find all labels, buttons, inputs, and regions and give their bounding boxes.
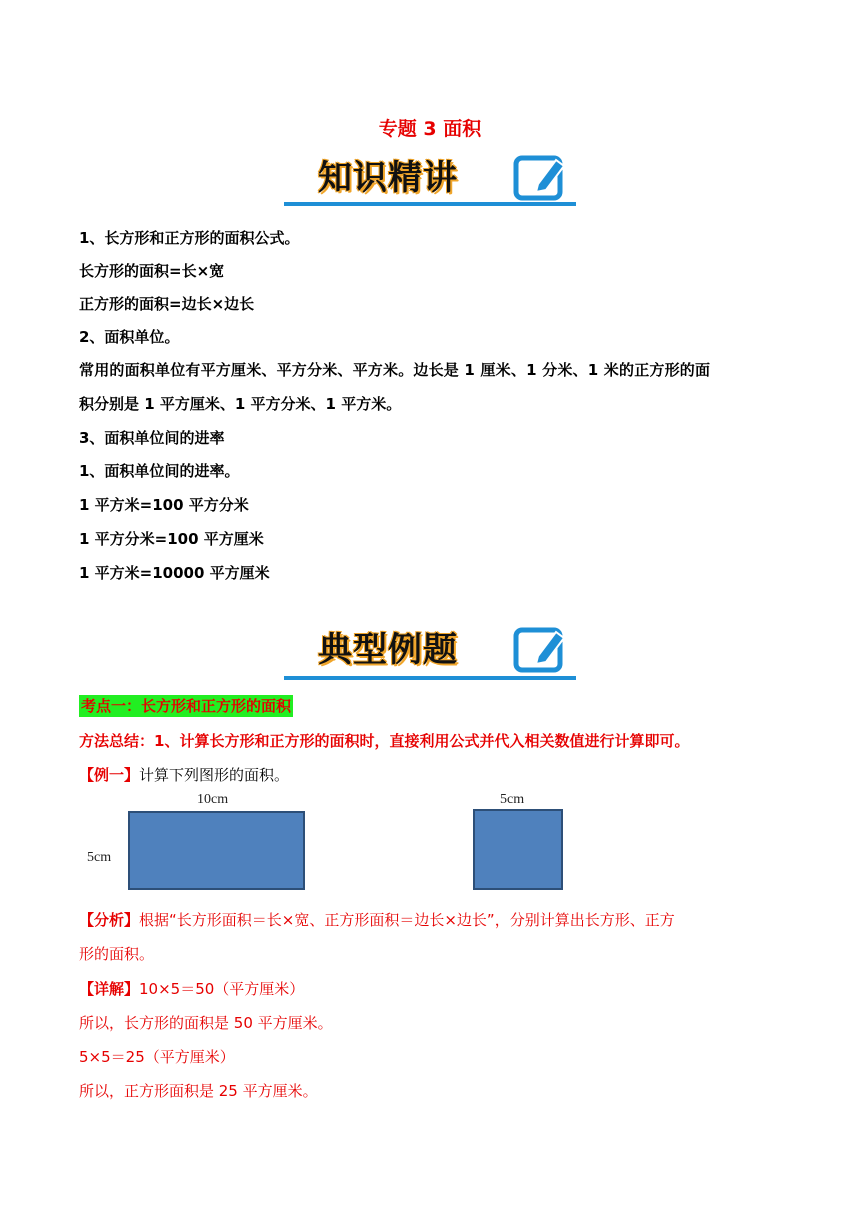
page-title: 专题 3 面积 xyxy=(378,118,482,140)
text-line: 1 平方米=100 平方分米 xyxy=(79,496,249,514)
text-line: 2、面积单位。 xyxy=(79,328,180,346)
text-line: 1、长方形和正方形的面积公式。 xyxy=(79,229,300,247)
kaodian-heading: 考点一：长方形和正方形的面积 xyxy=(81,697,292,715)
analysis-line xyxy=(79,910,675,930)
solution-line-4: 所以，正方形面积是 25 平方厘米。 xyxy=(79,1082,318,1100)
solution-tag: 【详解】 xyxy=(79,980,140,998)
example-text: 计算下列图形的面积。 xyxy=(139,766,290,784)
rectangle-shape xyxy=(128,811,305,890)
text-line: 1 平方米=10000 平方厘米 xyxy=(79,564,270,582)
rect-width-label: 10cm xyxy=(197,792,229,807)
text-line: 积分别是 1 平方厘米、1 平方分米、1 平方米。 xyxy=(79,395,402,413)
text-line: 1、面积单位间的进率。 xyxy=(79,462,240,480)
section-banner-examples xyxy=(280,620,580,684)
example-line xyxy=(79,765,289,785)
banner-title: 知识精讲 xyxy=(318,158,458,198)
analysis-text: 根据“长方形面积＝长×宽、正方形面积＝边长×边长”，分别计算出长方形、正方 xyxy=(139,911,675,929)
solution-line xyxy=(79,979,304,999)
method-summary: 方法总结：1、计算长方形和正方形的面积时，直接利用公式并代入相关数值进行计算即可。 xyxy=(79,732,690,750)
section-banner-knowledge xyxy=(280,148,580,212)
text-line: 常用的面积单位有平方厘米、平方分米、平方米。边长是 1 厘米、1 分米、1 米的正方形的面 xyxy=(79,361,711,379)
square-shape xyxy=(473,809,563,890)
solution-line-2: 所以，长方形的面积是 50 平方厘米。 xyxy=(79,1014,333,1032)
solution-line-3: 5×5＝25（平方厘米） xyxy=(79,1048,235,1066)
analysis-line-2: 形的面积。 xyxy=(79,945,155,963)
text-line: 1 平方分米=100 平方厘米 xyxy=(79,530,264,548)
square-side-label: 5cm xyxy=(500,792,525,807)
text-line: 正方形的面积=边长×边长 xyxy=(79,295,255,313)
analysis-tag: 【分析】 xyxy=(79,911,140,929)
rect-height-label: 5cm xyxy=(87,850,112,865)
solution-text: 10×5＝50（平方厘米） xyxy=(139,980,305,998)
banner-title: 典型例题 xyxy=(318,630,458,670)
example-tag: 【例一】 xyxy=(79,766,140,784)
text-line: 3、面积单位间的进率 xyxy=(79,429,225,447)
text-line: 长方形的面积=长×宽 xyxy=(79,262,225,280)
